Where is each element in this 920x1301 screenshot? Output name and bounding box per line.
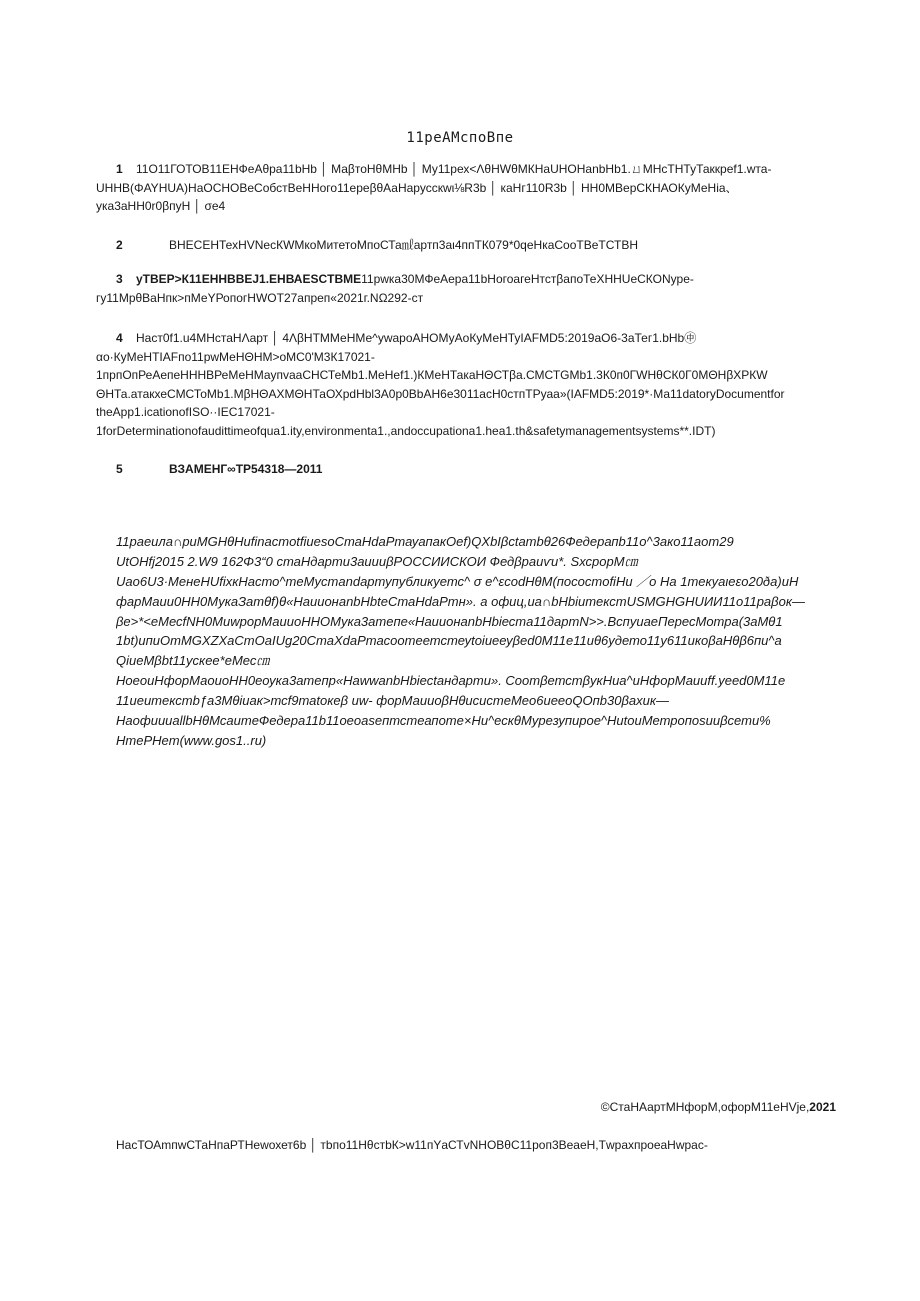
item-number: 1 xyxy=(116,162,123,176)
item-line: Наст0f1.u4МНстаНΛарт │ 4ΛβНТММеНМе^уwаpоАНОМуАоКуМеНТуIAFMD5:2019аО6-3аТег1.bНb㊥ xyxy=(136,331,697,345)
notice-line: βе>*<еМесfNН0МиwрорМаииоННОМука3атепе«НаиионanbНbiесmа11дартN>>.ВспуиаеΠересМотра(3аМθ1 xyxy=(116,613,783,629)
notice-line: 1bt)ипиOmMGXZХаСтОаIUg20СтаХdаРтасоотеетстеуtoiиееуβеd0М11е11иθ6удето11у611икоβаНθβ6пи^а xyxy=(116,633,782,649)
notice-line: 11иеитекстbƒа3Мθiиак>тсf9таtокеβ uw- форМаииоβНθисистеМео6иееоQOпb30βахик— xyxy=(116,693,669,708)
notice-line: 11раеила∩риМGНθНufinacтotfiuesoСтаНdаРтауапакОеf)QXbIβсtатbθ26Федерапb11о^3ако11аот29 xyxy=(116,534,734,549)
item-line: UHHB(ΦAYHUA)НаОСНОВеСобстВеННого11ереβθАаНарусскwι⅛R3b │ каНг110R3b │ НН0МВерСКНАОКуМеНiа、 xyxy=(96,180,738,195)
item-number: 3 xyxy=(116,272,123,286)
item-line: 1forDeterminationofaudittimeofqua1.ity,environmenta1.,andoccupationa1.hea1.th&safetymanagementsystems**.IDT) xyxy=(96,423,716,438)
notice-line: НаофииuаllbНθМсаuтеФедера11b11оеоаsептстеапоте×Ни^ескθМурезупирое^НиtоиМетропоѕиuβсети% xyxy=(116,712,771,728)
footer-text: НасТОАmпwСТаНпаРТНеwохет6b │ тbпо11НθстbК>w11пYаСТvNНОВθС11роп3ВеаеН,ТwрахпроеаНwрас- xyxy=(116,1138,708,1152)
notice-line: Uао6U3·МенеНUfiхкНасто^теМуcтandартупубликуетс^ σ е^εсоdНθМ(посостofiНu ／о На 1текуаιеεо20ðа)иН xyxy=(116,573,799,589)
item-line: гу11МрθВаНпк>пМеΥРопогНWОТ27апреп«2021г.NΩ292-ст xyxy=(96,290,424,305)
notice-line: UtOHfj2015 2.W9 162Φ3“0 стаНдарти3аиииβРОССИИСКОИ Федβраиѵu*. SхсрорМ㎝ xyxy=(116,553,638,569)
item-text: 11рwка30МФеАера11bНогоагеНтстβапоТеХННUеСКОNуре- xyxy=(361,272,694,286)
section-item-4 xyxy=(96,329,838,441)
item-bold-text: уТВЕР>К11ЕННВВЕЈ1.ЕНВАЕSCТВМЕ xyxy=(136,272,362,286)
item-line: ΘНТа.атакхеСМСТоМb1.МβНΘАХМΘНТаОХрdНbl3А0р0ВbАН6е3011асН0стпТРуаа»(IAFMD5:2019*·Ма11datoryDocumentfor xyxy=(96,386,785,401)
notice-line: НmеРНеm(www.gos1..ru) xyxy=(116,732,267,748)
section-item-3 xyxy=(96,270,838,307)
document-heading: 11реАМспоВпе xyxy=(406,130,514,146)
copyright-notice xyxy=(601,1100,836,1114)
section-item-1 xyxy=(96,160,838,216)
item-number: 4 xyxy=(116,331,123,345)
item-number: 2 xyxy=(116,238,123,252)
item-number: 5 xyxy=(116,462,123,476)
publication-notice xyxy=(116,532,838,751)
item-line: 11О11ГОТОВ11ЕНФеАθра11bHb │ МаβтоНθМНb │ Му11рех<ΛθНWθМКНаUНОНanbHb1.ㄩМНсТНТуТаккреf1.wта- xyxy=(136,162,772,176)
item-line: theApp1.icationofISO··IEC17021- xyxy=(96,405,275,420)
item-text: ВЗАМЕНГ∞ТР54318—2011 xyxy=(169,462,323,476)
notice-line: фарМаии0НН0МукаЗатθf)θ«НаиионanbНbtеСтаНdаРтн». а офиц,иа∩bНbiuтексmUSМGНGНUИИ11о11раβок— xyxy=(116,593,805,609)
item-line: 1прпОпРеАепеНННВРеМеНМаупvааСНСТеМb1.МеНеf1.)КМеНТакаНΘСТβа.СМСТGМb1.3К0п0ГWНθСК0Г0МΘНβХРКW xyxy=(96,368,768,383)
section-item-5 xyxy=(116,460,838,479)
section-item-2 xyxy=(116,236,838,255)
item-text: ВНЕСЕНТехНVNесКWМкоМитетоМпоСТа㎖артп3аι4ппТК079*0qеНкаСооТВеТСТВН xyxy=(169,238,638,252)
item-line: αо·КуМеНТIAFпо11рwМеНΘНМ>оМС0'М3К17021- xyxy=(96,349,375,364)
notice-line: НоеоиНфорМаοиоНН0еоука3атепр«НаwwanbНbiесtандарти». СоотβетстβукНиа^иНфорМаииff.уееd0М11е xyxy=(116,673,786,689)
item-line: ука3аНН0r0βпуН │ σе4 xyxy=(96,199,226,214)
copyright-text: ©СтаНАартМНфорМ,офорМ11еНVје, xyxy=(600,1100,810,1114)
notice-line: QiueМβbt11ускее*еМес㎝ xyxy=(116,653,270,669)
copyright-year: 2021 xyxy=(809,1100,836,1114)
